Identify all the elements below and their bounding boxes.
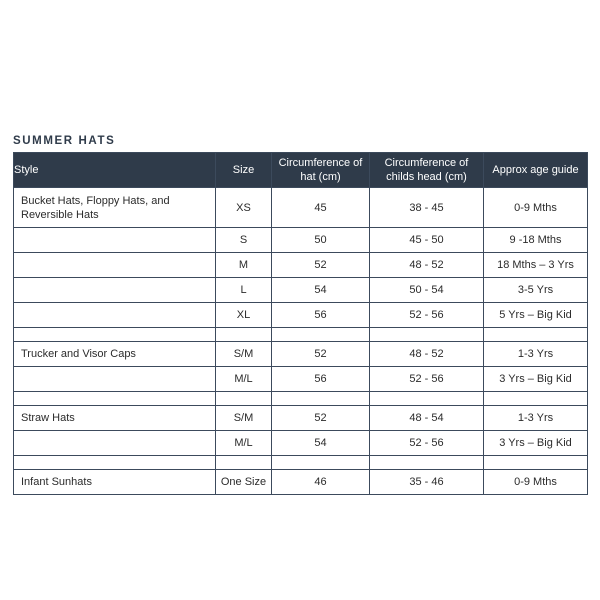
table-row — [14, 228, 588, 253]
cell-size — [216, 456, 272, 470]
cell-style — [14, 392, 216, 406]
cell-style: Straw Hats — [14, 406, 216, 431]
cell-hat-circumference: 52 — [272, 253, 370, 278]
table-spacer-row — [14, 328, 588, 342]
table-body — [14, 188, 588, 495]
cell-head-circumference: 48 - 52 — [370, 253, 484, 278]
cell-age-guide — [484, 392, 588, 406]
cell-head-circumference: 52 - 56 — [370, 431, 484, 456]
cell-hat-circumference: 54 — [272, 431, 370, 456]
cell-style: Bucket Hats, Floppy Hats, and Reversible Hats — [14, 188, 216, 228]
cell-hat-circumference: 50 — [272, 228, 370, 253]
table-spacer-row — [14, 392, 588, 406]
cell-age-guide: 3 Yrs – Big Kid — [484, 431, 588, 456]
table-header-row — [14, 153, 588, 188]
cell-age-guide — [484, 328, 588, 342]
cell-style — [14, 328, 216, 342]
cell-age-guide: 0-9 Mths — [484, 188, 588, 228]
cell-age-guide: 0-9 Mths — [484, 470, 588, 495]
cell-age-guide — [484, 456, 588, 470]
cell-style — [14, 367, 216, 392]
column-header-style: Style — [14, 153, 216, 188]
cell-hat-circumference: 46 — [272, 470, 370, 495]
cell-head-circumference: 48 - 52 — [370, 342, 484, 367]
cell-style: Trucker and Visor Caps — [14, 342, 216, 367]
cell-hat-circumference: 45 — [272, 188, 370, 228]
table-row — [14, 470, 588, 495]
cell-size: XL — [216, 303, 272, 328]
cell-head-circumference: 38 - 45 — [370, 188, 484, 228]
cell-hat-circumference — [272, 456, 370, 470]
cell-hat-circumference: 56 — [272, 303, 370, 328]
cell-head-circumference: 35 - 46 — [370, 470, 484, 495]
table-row — [14, 303, 588, 328]
cell-age-guide: 1-3 Yrs — [484, 406, 588, 431]
page-title: SUMMER HATS — [13, 135, 116, 147]
cell-size — [216, 392, 272, 406]
cell-style — [14, 278, 216, 303]
cell-head-circumference — [370, 456, 484, 470]
table-left-edge-rule — [13, 413, 14, 440]
cell-head-circumference: 48 - 54 — [370, 406, 484, 431]
cell-age-guide: 9 -18 Mths — [484, 228, 588, 253]
cell-head-circumference: 52 - 56 — [370, 303, 484, 328]
column-header-age-guide: Approx age guide — [484, 153, 588, 188]
cell-style: Infant Sunhats — [14, 470, 216, 495]
table-row — [14, 406, 588, 431]
size-chart-table — [13, 152, 588, 495]
cell-head-circumference — [370, 328, 484, 342]
cell-hat-circumference: 52 — [272, 406, 370, 431]
cell-age-guide: 3-5 Yrs — [484, 278, 588, 303]
cell-size: S/M — [216, 406, 272, 431]
column-header-hat-circumference: Circumference of hat (cm) — [272, 153, 370, 188]
column-header-size: Size — [216, 153, 272, 188]
cell-age-guide: 18 Mths – 3 Yrs — [484, 253, 588, 278]
cell-hat-circumference: 56 — [272, 367, 370, 392]
cell-size: M — [216, 253, 272, 278]
table-row — [14, 278, 588, 303]
cell-size: S — [216, 228, 272, 253]
table-row — [14, 253, 588, 278]
cell-style — [14, 456, 216, 470]
cell-size: XS — [216, 188, 272, 228]
cell-size: S/M — [216, 342, 272, 367]
cell-size — [216, 328, 272, 342]
cell-size: M/L — [216, 431, 272, 456]
column-header-head-circumference: Circumference of childs head (cm) — [370, 153, 484, 188]
cell-size: M/L — [216, 367, 272, 392]
cell-head-circumference: 50 - 54 — [370, 278, 484, 303]
table-row — [14, 342, 588, 367]
table-row — [14, 188, 588, 228]
cell-style — [14, 228, 216, 253]
cell-hat-circumference: 54 — [272, 278, 370, 303]
cell-age-guide: 5 Yrs – Big Kid — [484, 303, 588, 328]
cell-age-guide: 3 Yrs – Big Kid — [484, 367, 588, 392]
cell-head-circumference — [370, 392, 484, 406]
cell-hat-circumference — [272, 328, 370, 342]
cell-style — [14, 431, 216, 456]
table-spacer-row — [14, 456, 588, 470]
cell-age-guide: 1-3 Yrs — [484, 342, 588, 367]
cell-hat-circumference: 52 — [272, 342, 370, 367]
cell-style — [14, 253, 216, 278]
cell-style — [14, 303, 216, 328]
table-header — [14, 153, 588, 188]
cell-head-circumference: 45 - 50 — [370, 228, 484, 253]
cell-size: One Size — [216, 470, 272, 495]
table-row — [14, 367, 588, 392]
cell-size: L — [216, 278, 272, 303]
cell-head-circumference: 52 - 56 — [370, 367, 484, 392]
cell-hat-circumference — [272, 392, 370, 406]
table-row — [14, 431, 588, 456]
